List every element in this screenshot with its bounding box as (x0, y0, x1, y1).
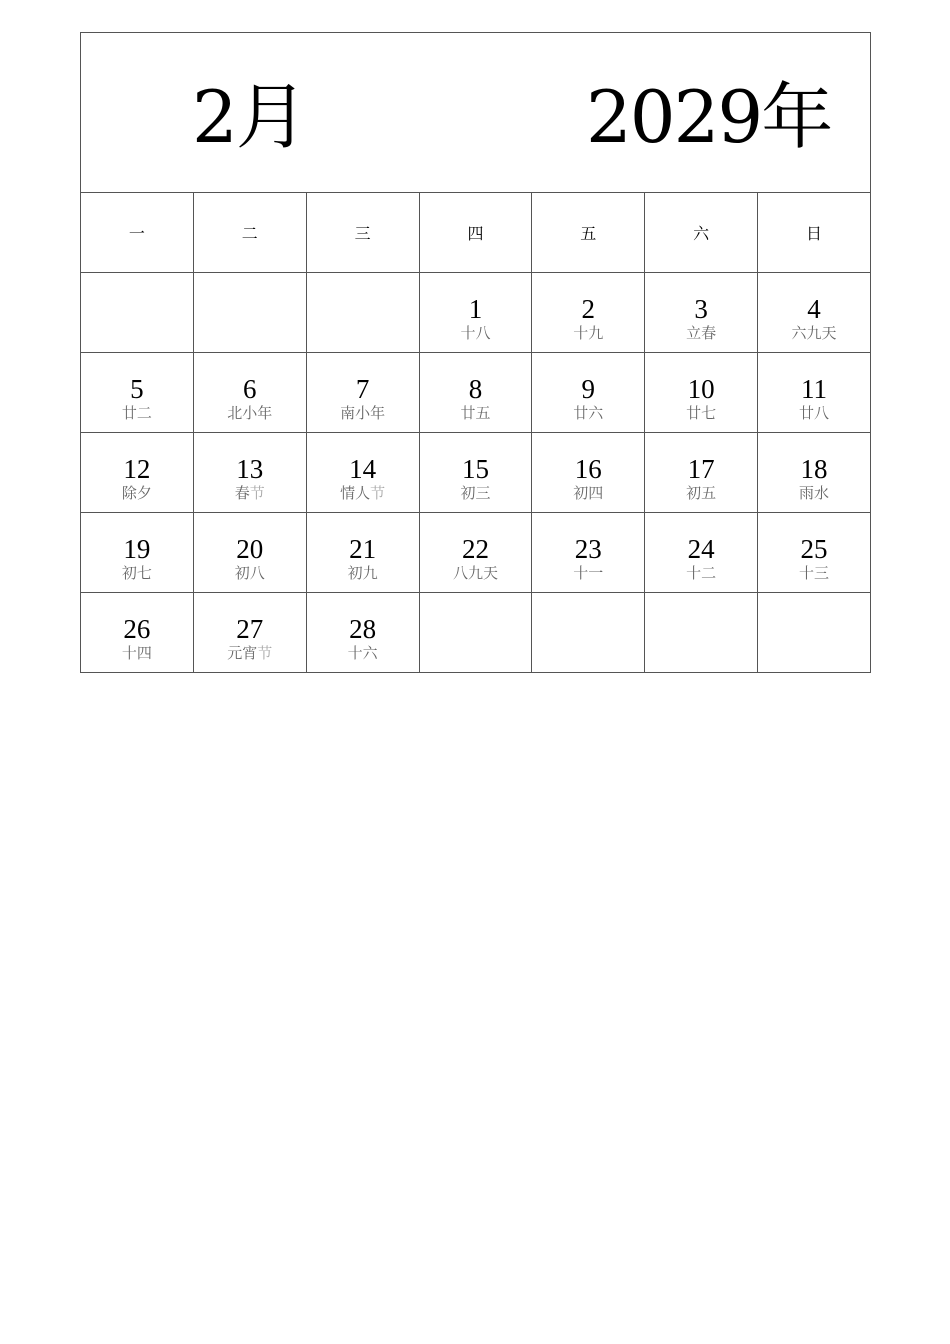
lunar-date (420, 484, 532, 502)
day-cell (193, 593, 306, 673)
lunar-text: 廿六 (573, 403, 604, 422)
lunar-text: 立春 (686, 323, 717, 342)
lunar-date (420, 564, 532, 582)
lunar-date (307, 484, 419, 502)
day-number: 20 (236, 533, 264, 564)
day-number: 27 (236, 613, 264, 644)
day-number: 8 (468, 373, 483, 404)
lunar-text: 北小年 (227, 403, 273, 422)
empty-day-cell (645, 593, 758, 673)
weekday-thu: 四 (419, 193, 532, 273)
lunar-text: 初九 (347, 563, 378, 582)
lunar-date (532, 324, 644, 342)
day-cell (532, 273, 645, 353)
day-cell (532, 513, 645, 593)
weekday-wed: 三 (306, 193, 419, 273)
day-cell (193, 513, 306, 593)
day-cell (758, 513, 871, 593)
day-cell (306, 353, 419, 433)
year-title: 2029年 (586, 75, 832, 159)
lunar-text: 廿七 (686, 403, 717, 422)
day-cell (81, 433, 194, 513)
weekday-tue: 二 (193, 193, 306, 273)
day-number: 10 (687, 373, 715, 404)
day-cell (81, 353, 194, 433)
day-number: 14 (349, 453, 377, 484)
day-cell (306, 513, 419, 593)
lunar-date (532, 404, 644, 422)
lunar-text: 十九 (573, 323, 604, 342)
day-number: 17 (687, 453, 715, 484)
lunar-text: 情人 (340, 483, 371, 502)
day-number: 13 (236, 453, 264, 484)
month-title: 2月 (192, 75, 306, 159)
lunar-date (307, 404, 419, 422)
lunar-date (194, 484, 306, 502)
lunar-text: 十三 (799, 563, 830, 582)
lunar-date (645, 404, 757, 422)
day-number: 12 (123, 453, 151, 484)
day-number: 11 (801, 373, 828, 404)
day-number: 4 (807, 293, 821, 324)
lunar-text: 初七 (121, 563, 152, 582)
week-row (81, 273, 871, 353)
day-cell (758, 433, 871, 513)
lunar-text: 除夕 (121, 483, 152, 502)
lunar-date (81, 564, 193, 582)
empty-day-cell (193, 273, 306, 353)
day-cell (532, 433, 645, 513)
lunar-date (532, 484, 644, 502)
day-number: 6 (243, 373, 257, 404)
day-cell (419, 513, 532, 593)
empty-day-cell (532, 593, 645, 673)
day-number: 1 (468, 293, 483, 324)
day-cell (419, 353, 532, 433)
lunar-date (81, 484, 193, 502)
lunar-suffix: 节 (249, 483, 265, 502)
lunar-text: 十二 (686, 563, 717, 582)
day-cell (645, 433, 758, 513)
weekday-fri: 五 (532, 193, 645, 273)
lunar-date (758, 324, 870, 342)
lunar-date (194, 404, 306, 422)
lunar-text: 廿八 (799, 403, 830, 422)
empty-day-cell (306, 273, 419, 353)
week-row (81, 513, 871, 593)
day-number: 22 (461, 533, 489, 564)
lunar-text: 十一 (573, 563, 604, 582)
lunar-date (81, 644, 193, 662)
lunar-text: 十八 (460, 323, 491, 342)
lunar-date (532, 564, 644, 582)
lunar-text: 雨水 (799, 483, 830, 502)
lunar-text: 初三 (460, 483, 491, 502)
calendar-header-row (81, 33, 871, 193)
day-number: 21 (349, 533, 377, 564)
lunar-text: 十四 (121, 643, 152, 662)
lunar-date (645, 324, 757, 342)
lunar-date (194, 564, 306, 582)
lunar-date (307, 644, 419, 662)
weekday-row (81, 193, 871, 273)
day-cell (758, 353, 871, 433)
day-cell (645, 273, 758, 353)
lunar-text: 廿二 (121, 403, 152, 422)
day-number: 9 (581, 373, 596, 404)
empty-day-cell (419, 593, 532, 673)
day-number: 19 (123, 533, 151, 564)
day-number: 25 (800, 533, 828, 564)
lunar-date (420, 324, 532, 342)
calendar-header (81, 33, 871, 193)
lunar-text: 八九天 (452, 563, 498, 582)
day-number: 28 (349, 613, 377, 644)
lunar-date (758, 564, 870, 582)
lunar-suffix: 节 (257, 643, 273, 662)
lunar-text: 十六 (347, 643, 378, 662)
empty-day-cell (81, 273, 194, 353)
lunar-date (758, 404, 870, 422)
lunar-text: 春 (234, 483, 250, 502)
week-row (81, 433, 871, 513)
calendar-table (80, 32, 871, 673)
day-cell (306, 433, 419, 513)
day-number: 2 (581, 293, 596, 324)
day-number: 15 (461, 453, 489, 484)
lunar-date (420, 404, 532, 422)
day-number: 16 (574, 453, 602, 484)
lunar-text: 六九天 (791, 323, 837, 342)
day-cell (532, 353, 645, 433)
week-row (81, 593, 871, 673)
day-cell (758, 273, 871, 353)
lunar-date (758, 484, 870, 502)
day-number: 18 (800, 453, 828, 484)
lunar-date (307, 564, 419, 582)
day-number: 3 (694, 293, 708, 324)
day-cell (306, 593, 419, 673)
lunar-text: 元宵 (227, 643, 258, 662)
day-cell (419, 433, 532, 513)
day-number: 26 (123, 613, 151, 644)
lunar-date (81, 404, 193, 422)
lunar-text: 初五 (686, 483, 717, 502)
weekday-sat: 六 (645, 193, 758, 273)
lunar-text: 初八 (234, 563, 265, 582)
lunar-date (194, 644, 306, 662)
day-number: 24 (687, 533, 715, 564)
day-cell (645, 353, 758, 433)
day-number: 5 (130, 373, 144, 404)
day-cell (193, 433, 306, 513)
lunar-date (645, 484, 757, 502)
day-number: 23 (574, 533, 602, 564)
day-cell (81, 593, 194, 673)
empty-day-cell (758, 593, 871, 673)
day-cell (81, 513, 194, 593)
lunar-text: 廿五 (460, 403, 491, 422)
weekday-sun: 日 (758, 193, 871, 273)
day-cell (645, 513, 758, 593)
day-cell (419, 273, 532, 353)
lunar-text: 南小年 (340, 403, 386, 422)
lunar-text: 初四 (573, 483, 604, 502)
day-number: 7 (355, 373, 370, 404)
week-row (81, 353, 871, 433)
weekday-mon: 一 (81, 193, 194, 273)
day-cell (193, 353, 306, 433)
lunar-suffix: 节 (370, 483, 386, 502)
lunar-date (645, 564, 757, 582)
